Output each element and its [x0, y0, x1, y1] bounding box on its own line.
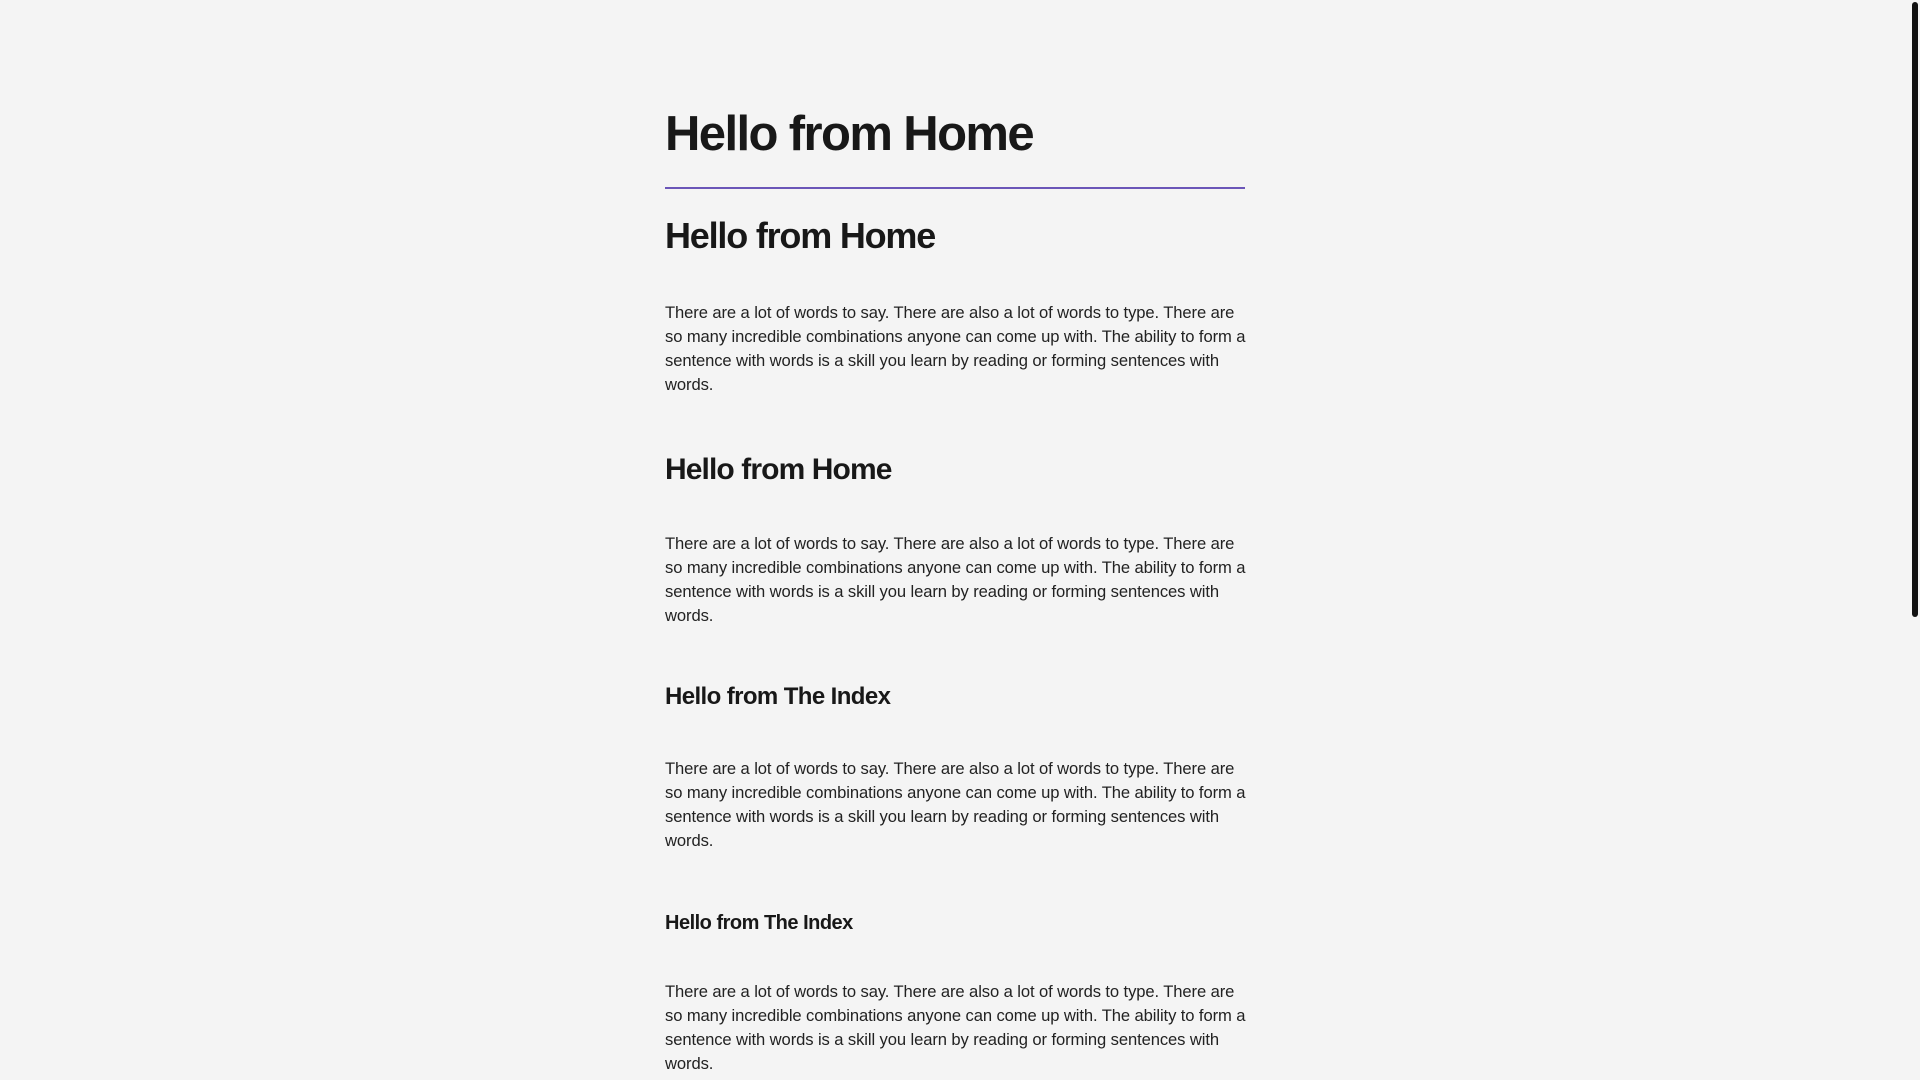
section-heading-2: Hello from Home [665, 453, 892, 486]
section-paragraph-3: There are a lot of words to say. There are also a lot of words to type. There are so many incredible combinations anyone can come up with. The ability to form a sentence with words is a skill you learn by reading or forming sentences with words. [665, 759, 1246, 850]
page-title: Hello from Home [665, 107, 1034, 161]
section-paragraph-2: There are a lot of words to say. There are also a lot of words to type. There are so many incredible combinations anyone can come up with. The ability to form a sentence with words is a skill you learn by reading or forming sentences with words. [665, 534, 1246, 625]
scrollbar-thumb[interactable] [1912, 2, 1918, 617]
section-paragraph-1: There are a lot of words to say. There are also a lot of words to type. There are so many incredible combinations anyone can come up with. The ability to form a sentence with words is a skill you learn by reading or forming sentences with words. [665, 303, 1246, 394]
vertical-scrollbar[interactable] [1910, 0, 1920, 1080]
section-heading-4: Hello from The Index [665, 912, 853, 934]
title-divider [665, 187, 1245, 189]
section-heading-3: Hello from The Index [665, 683, 891, 710]
section-paragraph-4: There are a lot of words to say. There are also a lot of words to type. There are so many incredible combinations anyone can come up with. The ability to form a sentence with words is a skill you learn by reading or forming sentences with words. [665, 982, 1246, 1073]
section-heading-1: Hello from Home [665, 215, 936, 256]
